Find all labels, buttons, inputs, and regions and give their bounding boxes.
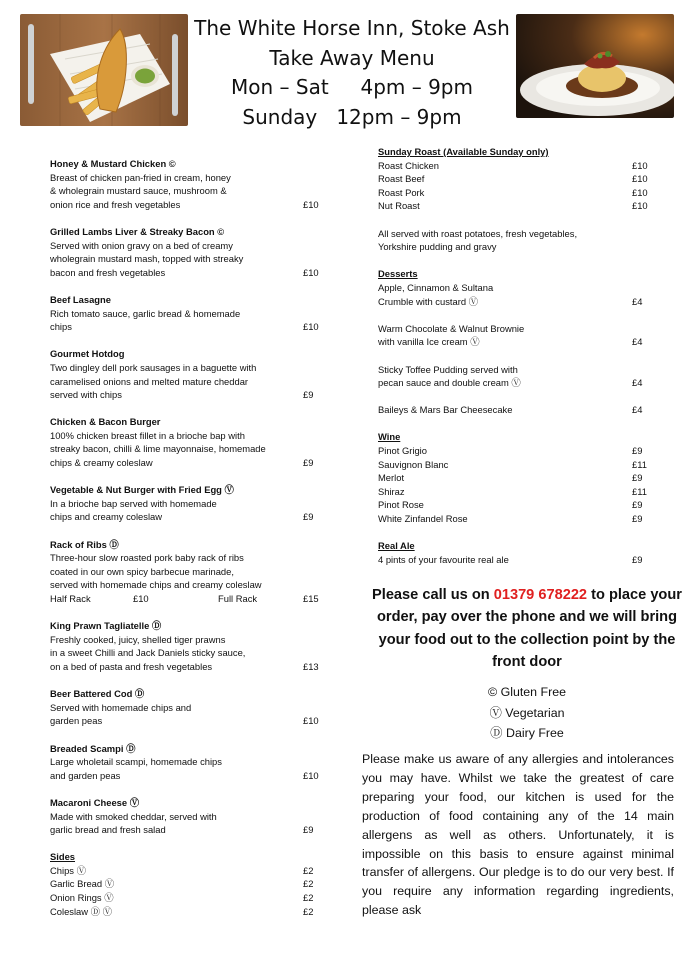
menu-item-description bbox=[50, 755, 325, 769]
roast-item bbox=[378, 199, 650, 213]
menu-item bbox=[50, 538, 325, 606]
menu-item-name: Gourmet Hotdog bbox=[50, 348, 125, 360]
callout-text-before: Please call us on bbox=[372, 587, 494, 603]
wine-item-price: £9 bbox=[632, 499, 643, 511]
wine-item bbox=[378, 458, 650, 472]
sunday-roast-section bbox=[378, 145, 650, 254]
sides-section bbox=[50, 850, 325, 918]
menu-item-description-price: £13 bbox=[303, 660, 319, 672]
menu-item-description-text: & wholegrain mustard sauce, mushroom & bbox=[50, 185, 227, 197]
dessert-line-price: £4 bbox=[632, 404, 643, 416]
dessert-line-text: Warm Chocolate & Walnut Brownie bbox=[378, 322, 525, 334]
menu-item-description-text: Served with onion gravy on a bed of creamy bbox=[50, 239, 233, 251]
menu-item-description bbox=[50, 578, 325, 592]
menu-item-description-price: £9 bbox=[303, 824, 314, 836]
side-item bbox=[50, 905, 325, 919]
allergy-notice: Please make us aware of any allergies and intolerances you may have. Whilst we take the greatest of care preparing your food, our kitchen is used for the production of food containing any of the 14 main allergens as well as others. Unfortunately, it is impossible on this basis to ensure against minimal transfer of allergens. Our pledge is to do our very best. If you require any information regarding ingredients, please ask bbox=[362, 752, 674, 918]
side-item-text: Coleslaw Ⓓ Ⓥ bbox=[50, 905, 112, 917]
menu-item-description-price: £10 bbox=[303, 266, 319, 278]
menu-item-description-text: Three-hour slow roasted pork baby rack of ribs bbox=[50, 552, 244, 564]
menu-item-description bbox=[50, 375, 325, 389]
wine-section bbox=[378, 430, 650, 525]
menu-item-description bbox=[50, 442, 325, 456]
half-rack-label: Half Rack bbox=[50, 593, 91, 604]
menu-item-description-text: served with chips bbox=[50, 389, 122, 401]
dessert-spacer bbox=[378, 349, 650, 363]
dessert-line bbox=[378, 295, 650, 309]
menu-item-description-text: served with homemade chips and creamy coleslaw bbox=[50, 579, 262, 591]
wine-item-text: Sauvignon Blanc bbox=[378, 458, 449, 470]
menu-item-description-text: Breast of chicken pan-fried in cream, honey bbox=[50, 171, 231, 183]
menu-item-description-text: chips & creamy coleslaw bbox=[50, 457, 153, 469]
dessert-item bbox=[378, 363, 650, 390]
menu-item-description-price: £9 bbox=[303, 389, 314, 401]
menu-item-description-text: in a sweet Chilli and Jack Daniels sticky sauce, bbox=[50, 647, 246, 659]
menu-item-description-text: streaky bacon, chilli & lime mayonnaise, homemade bbox=[50, 443, 266, 455]
menu-item-name: King Prawn Tagliatelle Ⓓ bbox=[50, 620, 162, 632]
restaurant-title: The White Horse Inn, Stoke Ash bbox=[194, 16, 510, 40]
menu-item-description-text: 100% chicken breast fillet in a brioche bap with bbox=[50, 429, 245, 441]
wine-item-price: £9 bbox=[632, 445, 643, 457]
menu-item-name: Rack of Ribs Ⓓ bbox=[50, 538, 119, 550]
side-item-price: £2 bbox=[303, 892, 314, 904]
wine-title: Wine bbox=[378, 431, 401, 443]
menu-item bbox=[50, 742, 325, 783]
ale-item-price: £9 bbox=[632, 553, 643, 565]
dessert-line-text: Crumble with custard Ⓥ bbox=[378, 295, 479, 307]
menu-item-description bbox=[50, 388, 325, 402]
phone-number[interactable]: 01379 678222 bbox=[493, 587, 588, 603]
dessert-line-text: with vanilla Ice cream Ⓥ bbox=[378, 336, 480, 348]
menu-item-description-price: £10 bbox=[303, 198, 319, 210]
key-vegetarian: Ⓥ Vegetarian bbox=[489, 705, 565, 720]
dessert-spacer bbox=[378, 308, 650, 322]
dessert-line-text: pecan sauce and double cream Ⓥ bbox=[378, 377, 521, 389]
menu-item-description-text: garden peas bbox=[50, 715, 103, 727]
fish-and-chips-photo bbox=[20, 14, 188, 126]
roast-item bbox=[378, 159, 650, 173]
desserts-section bbox=[378, 267, 650, 417]
sunday-roast-list bbox=[378, 159, 650, 213]
rack-options bbox=[50, 592, 325, 606]
callout-text-after: to place your order, pay over the phone and we will bring your food out to the collection point by the front door bbox=[376, 587, 682, 671]
menu-item-description bbox=[50, 320, 325, 334]
menu-item-description bbox=[50, 456, 325, 470]
wine-list bbox=[378, 444, 650, 526]
menu-item-description bbox=[50, 307, 325, 321]
ale-item bbox=[378, 553, 650, 567]
dessert-line-text: Sticky Toffee Pudding served with bbox=[378, 363, 518, 375]
menu-item bbox=[50, 157, 325, 211]
menu-item-description bbox=[50, 429, 325, 443]
roast-item-price: £10 bbox=[632, 186, 648, 198]
wine-item bbox=[378, 498, 650, 512]
wine-item-text: White Zinfandel Rose bbox=[378, 513, 468, 525]
menu-item-name: Honey & Mustard Chicken © bbox=[50, 158, 176, 169]
real-ale-section bbox=[378, 539, 650, 566]
dessert-line-price: £4 bbox=[632, 336, 643, 348]
roast-dinner-photo bbox=[516, 14, 674, 118]
menu-item-description-text: bacon and fresh vegetables bbox=[50, 266, 166, 278]
side-item-price: £2 bbox=[303, 878, 314, 890]
roast-note-line: Yorkshire pudding and gravy bbox=[378, 241, 497, 253]
menu-item-description-text: coated in our own spicy barbecue marinade, bbox=[50, 565, 234, 577]
hours-sunday: Sunday 12pm – 9pm bbox=[242, 104, 462, 129]
menu-item-description-text: on a bed of pasta and fresh vegetables bbox=[50, 660, 213, 672]
dessert-line bbox=[378, 335, 650, 349]
menu-item-description-text: Served with homemade chips and bbox=[50, 701, 192, 713]
menu-item-description-price: £9 bbox=[303, 457, 314, 469]
menu-item-description bbox=[50, 565, 325, 579]
roast-item-price: £10 bbox=[632, 159, 648, 171]
menu-item-description-text: Rich tomato sauce, garlic bread & homemade bbox=[50, 307, 241, 319]
roast-item-price: £10 bbox=[632, 173, 648, 185]
dessert-line-price: £4 bbox=[632, 295, 643, 307]
dessert-line bbox=[378, 403, 650, 417]
wine-item bbox=[378, 471, 650, 485]
wine-item-text: Pinot Grigio bbox=[378, 445, 427, 457]
full-rack-label: Full Rack bbox=[218, 593, 258, 604]
menu-item-description bbox=[50, 551, 325, 565]
ale-item-text: 4 pints of your favourite real ale bbox=[378, 553, 509, 565]
wine-item-price: £11 bbox=[632, 458, 647, 470]
dessert-item bbox=[378, 322, 650, 349]
menu-item-name: Vegetable & Nut Burger with Fried Egg Ⓥ bbox=[50, 484, 234, 496]
menu-item-description-text: chips and creamy coleslaw bbox=[50, 511, 163, 523]
dessert-line bbox=[378, 281, 650, 295]
menu-item-description-price: £9 bbox=[303, 511, 314, 523]
menu-item-description bbox=[50, 510, 325, 524]
menu-item-description bbox=[50, 646, 325, 660]
menu-subtitle: Take Away Menu bbox=[269, 45, 435, 70]
menu-item-description-text: wholegrain mustard mash, topped with streaky bbox=[50, 253, 244, 265]
dessert-line bbox=[378, 363, 650, 377]
menu-item-name: Beer Battered Cod Ⓓ bbox=[50, 688, 145, 700]
menu-item-description bbox=[50, 184, 325, 198]
mains-column bbox=[50, 157, 325, 918]
menu-item-description-text: chips bbox=[50, 321, 72, 333]
menu-item-description bbox=[50, 171, 325, 185]
real-ale-list bbox=[378, 553, 650, 567]
menu-item-description-price: £10 bbox=[303, 715, 319, 727]
sunday-roast-note bbox=[378, 227, 650, 254]
right-column bbox=[378, 145, 650, 580]
menu-item-description bbox=[50, 769, 325, 783]
roast-item bbox=[378, 172, 650, 186]
menu-item-description bbox=[50, 714, 325, 728]
menu-item bbox=[50, 347, 325, 401]
dessert-spacer bbox=[378, 390, 650, 404]
menu-item-description bbox=[50, 823, 325, 837]
key-gluten-free: © Gluten Free bbox=[488, 685, 566, 699]
roast-item-price: £10 bbox=[632, 200, 648, 212]
menu-item-description-text: In a brioche bap served with homemade bbox=[50, 497, 217, 509]
key-dairy-free: Ⓓ Dairy Free bbox=[490, 726, 564, 741]
dietary-key bbox=[372, 682, 682, 744]
menu-item-description-text: Large wholetail scampi, homemade chips bbox=[50, 756, 222, 768]
side-item-price: £2 bbox=[303, 905, 314, 917]
menu-item-name: Macaroni Cheese Ⓥ bbox=[50, 796, 140, 808]
menu-item-description-text: onion rice and fresh vegetables bbox=[50, 198, 181, 210]
menu-item bbox=[50, 483, 325, 524]
wine-item-text: Shiraz bbox=[378, 485, 405, 497]
menu-item-description bbox=[50, 810, 325, 824]
menu-item-description bbox=[50, 198, 325, 212]
wine-item-text: Pinot Rose bbox=[378, 499, 424, 511]
menu-item bbox=[50, 619, 325, 673]
side-item-text: Onion Rings Ⓥ bbox=[50, 892, 114, 904]
sides-title: Sides bbox=[50, 851, 76, 863]
side-item bbox=[50, 877, 325, 891]
roast-item-text: Roast Chicken bbox=[378, 159, 439, 171]
menu-item-description bbox=[50, 701, 325, 715]
menu-item bbox=[50, 293, 325, 334]
dessert-line bbox=[378, 376, 650, 390]
dessert-line-text: Apple, Cinnamon & Sultana bbox=[378, 281, 494, 293]
roast-item-text: Roast Beef bbox=[378, 173, 425, 185]
dessert-line bbox=[378, 322, 650, 336]
order-callout bbox=[372, 584, 682, 674]
hours-weekday: Mon – Sat 4pm – 9pm bbox=[231, 75, 473, 99]
wine-item-price: £9 bbox=[632, 513, 643, 525]
menu-item-name: Chicken & Bacon Burger bbox=[50, 416, 161, 428]
side-item-text: Garlic Bread Ⓥ bbox=[50, 878, 115, 890]
menu-item-description-text: garlic bread and fresh salad bbox=[50, 824, 166, 836]
half-rack-price: £10 bbox=[133, 593, 149, 604]
roast-note-line: All served with roast potatoes, fresh vegetables, bbox=[378, 227, 578, 239]
menu-item-name: Breaded Scampi Ⓓ bbox=[50, 742, 136, 754]
roast-item-text: Nut Roast bbox=[378, 200, 420, 212]
wine-item bbox=[378, 444, 650, 458]
menu-header bbox=[188, 14, 516, 132]
wine-item bbox=[378, 485, 650, 499]
menu-item-description-text: Two dingley dell pork sausages in a baguette with bbox=[50, 361, 257, 373]
menu-item-name: Beef Lasagne bbox=[50, 293, 111, 305]
menu-item-description bbox=[50, 239, 325, 253]
sunday-roast-title: Sunday Roast (Available Sunday only) bbox=[378, 146, 549, 157]
wine-item bbox=[378, 512, 650, 526]
menu-item bbox=[50, 796, 325, 837]
wine-item-price: £11 bbox=[632, 485, 647, 497]
menu-item-description-price: £10 bbox=[303, 321, 319, 333]
menu-item-description bbox=[50, 361, 325, 375]
side-item bbox=[50, 891, 325, 905]
dessert-line-text: Baileys & Mars Bar Cheesecake bbox=[378, 404, 513, 416]
menu-item-description bbox=[50, 633, 325, 647]
menu-item bbox=[50, 687, 325, 728]
wine-item-price: £9 bbox=[632, 472, 643, 484]
desserts-title: Desserts bbox=[378, 268, 418, 280]
menu-item-name: Grilled Lambs Liver & Streaky Bacon © bbox=[50, 225, 225, 237]
dessert-item bbox=[378, 281, 650, 308]
full-rack-price: £15 bbox=[303, 593, 319, 604]
desserts-list bbox=[378, 281, 650, 417]
menu-item bbox=[50, 225, 325, 279]
dessert-item bbox=[378, 403, 650, 417]
roast-item-text: Roast Pork bbox=[378, 186, 425, 198]
menu-item-description bbox=[50, 497, 325, 511]
menu-item-description-text: Made with smoked cheddar, served with bbox=[50, 810, 217, 822]
wine-item-text: Merlot bbox=[378, 472, 405, 484]
menu-item-description-price: £10 bbox=[303, 769, 319, 781]
side-item bbox=[50, 864, 325, 878]
dessert-line-price: £4 bbox=[632, 377, 643, 389]
menu-item bbox=[50, 415, 325, 469]
roast-item bbox=[378, 186, 650, 200]
menu-item-description bbox=[50, 252, 325, 266]
real-ale-title: Real Ale bbox=[378, 540, 415, 552]
menu-item-description bbox=[50, 266, 325, 280]
menu-item-description-text: Freshly cooked, juicy, shelled tiger prawns bbox=[50, 633, 226, 645]
menu-item-description-text: caramelised onions and melted mature cheddar bbox=[50, 375, 249, 387]
menu-item-description bbox=[50, 660, 325, 674]
side-item-price: £2 bbox=[303, 864, 314, 876]
side-item-text: Chips Ⓥ bbox=[50, 864, 86, 876]
menu-item-description-text: and garden peas bbox=[50, 769, 121, 781]
